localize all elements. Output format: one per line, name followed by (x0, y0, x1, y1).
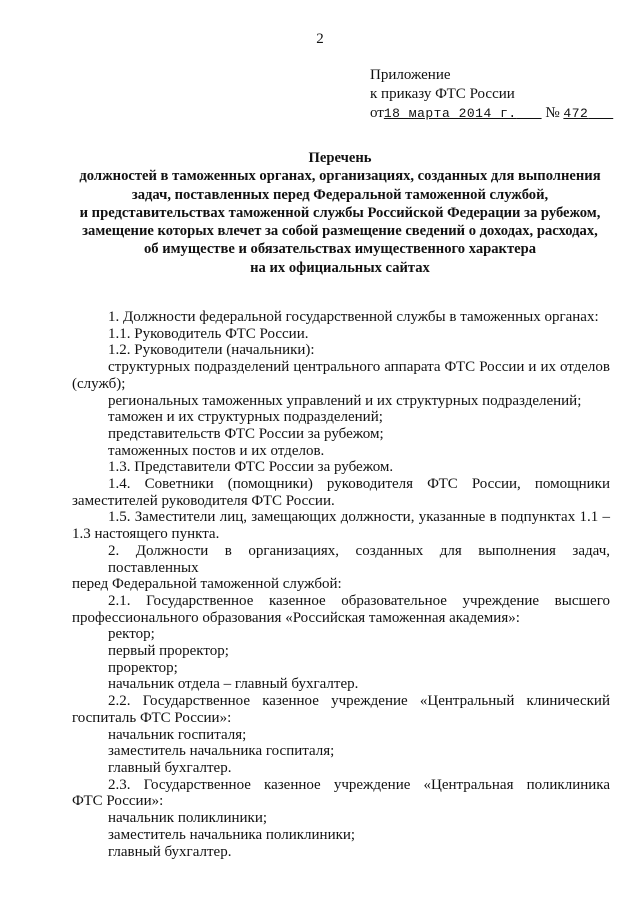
body-line: начальник поликлиники; (108, 810, 268, 827)
title-line: должностей в таможенных органах, организациях, созданных для выполнения (79, 168, 601, 185)
body-line: 2.1. Государственное казенное образовательное учреждение высшего (108, 592, 610, 609)
appendix-date-line (370, 104, 613, 123)
order-number: 472 (563, 106, 589, 121)
body-line: перед Федеральной таможенной службой: (72, 576, 342, 593)
body-line: 2.2. Государственное казенное учреждение «Центральный клинический (108, 693, 610, 710)
body-line: таможенных постов и их отделов. (108, 442, 325, 459)
body-line: ФТС России»: (72, 793, 164, 810)
body-line: 2.3. Государственное казенное учреждение «Центральная поликлиника (108, 776, 610, 793)
body-line: 1. Должности федеральной государственной службы в таможенных органах: (108, 309, 599, 325)
from-label: от (370, 105, 384, 121)
body-line: проректор; (108, 659, 178, 676)
title-line: замещение которых влечет за собой размещение сведений о доходах, расходах, (82, 223, 598, 240)
title-line: Перечень (308, 150, 372, 166)
body-line: 1.3 настоящего пункта. (72, 526, 220, 543)
body-line: представительств ФТС России за рубежом; (108, 425, 384, 442)
document-title (60, 149, 620, 277)
body-line: заместитель начальника поликлиники; (108, 826, 356, 843)
body-line: первый проректор; (108, 643, 229, 660)
body-line: таможен и их структурных подразделений; (108, 409, 383, 426)
appendix-order: к приказу ФТС России (370, 86, 515, 102)
body-line: госпиталь ФТС России»: (72, 709, 232, 726)
body-line: заместитель начальника госпиталя; (108, 743, 335, 760)
number-label: № (545, 105, 560, 121)
body-line: (служб); (72, 375, 126, 392)
body-line: главный бухгалтер. (108, 759, 232, 776)
title-line: задач, поставленных перед Федеральной таможенной службой, (131, 186, 549, 203)
body-line: ректор; (108, 626, 155, 643)
order-date: 18 марта 2014 г. (383, 106, 517, 121)
body-line: 1.2. Руководители (начальники): (108, 342, 315, 359)
body-line: 1.3. Представители ФТС России за рубежом. (108, 459, 394, 476)
body-line: профессионального образования «Российская таможенная академия»: (72, 609, 520, 626)
title-line: и представительствах таможенной службы Российской Федерации за рубежом, (79, 204, 601, 221)
body-line: заместителей руководителя ФТС России. (72, 492, 335, 509)
title-line: на их официальных сайтах (250, 259, 430, 276)
body-line: 1.5. Заместители лиц, замещающих должности, указанные в подпунктах 1.1 – (108, 509, 610, 526)
page-number: 2 (316, 31, 324, 47)
title-line: об имуществе и обязательствах имущественного характера (143, 241, 537, 258)
appendix-label: Приложение (370, 67, 451, 83)
body-line: 2. Должности в организациях, созданных для выполнения задач, поставленных (108, 542, 610, 576)
body-line: структурных подразделений центрального аппарата ФТС России и их отделов (108, 359, 610, 376)
body-line: региональных таможенных управлений и их структурных подразделений; (108, 392, 582, 409)
appendix-header (370, 66, 613, 123)
body-line: начальник отдела – главный бухгалтер. (108, 676, 359, 693)
body-line: 1.4. Советники (помощники) руководителя ФТС России, помощники (108, 476, 610, 493)
document-body (72, 309, 610, 860)
body-line: главный бухгалтер. (108, 843, 232, 860)
body-line: 1.1. Руководитель ФТС России. (108, 325, 309, 342)
body-line: начальник госпиталя; (108, 726, 247, 743)
